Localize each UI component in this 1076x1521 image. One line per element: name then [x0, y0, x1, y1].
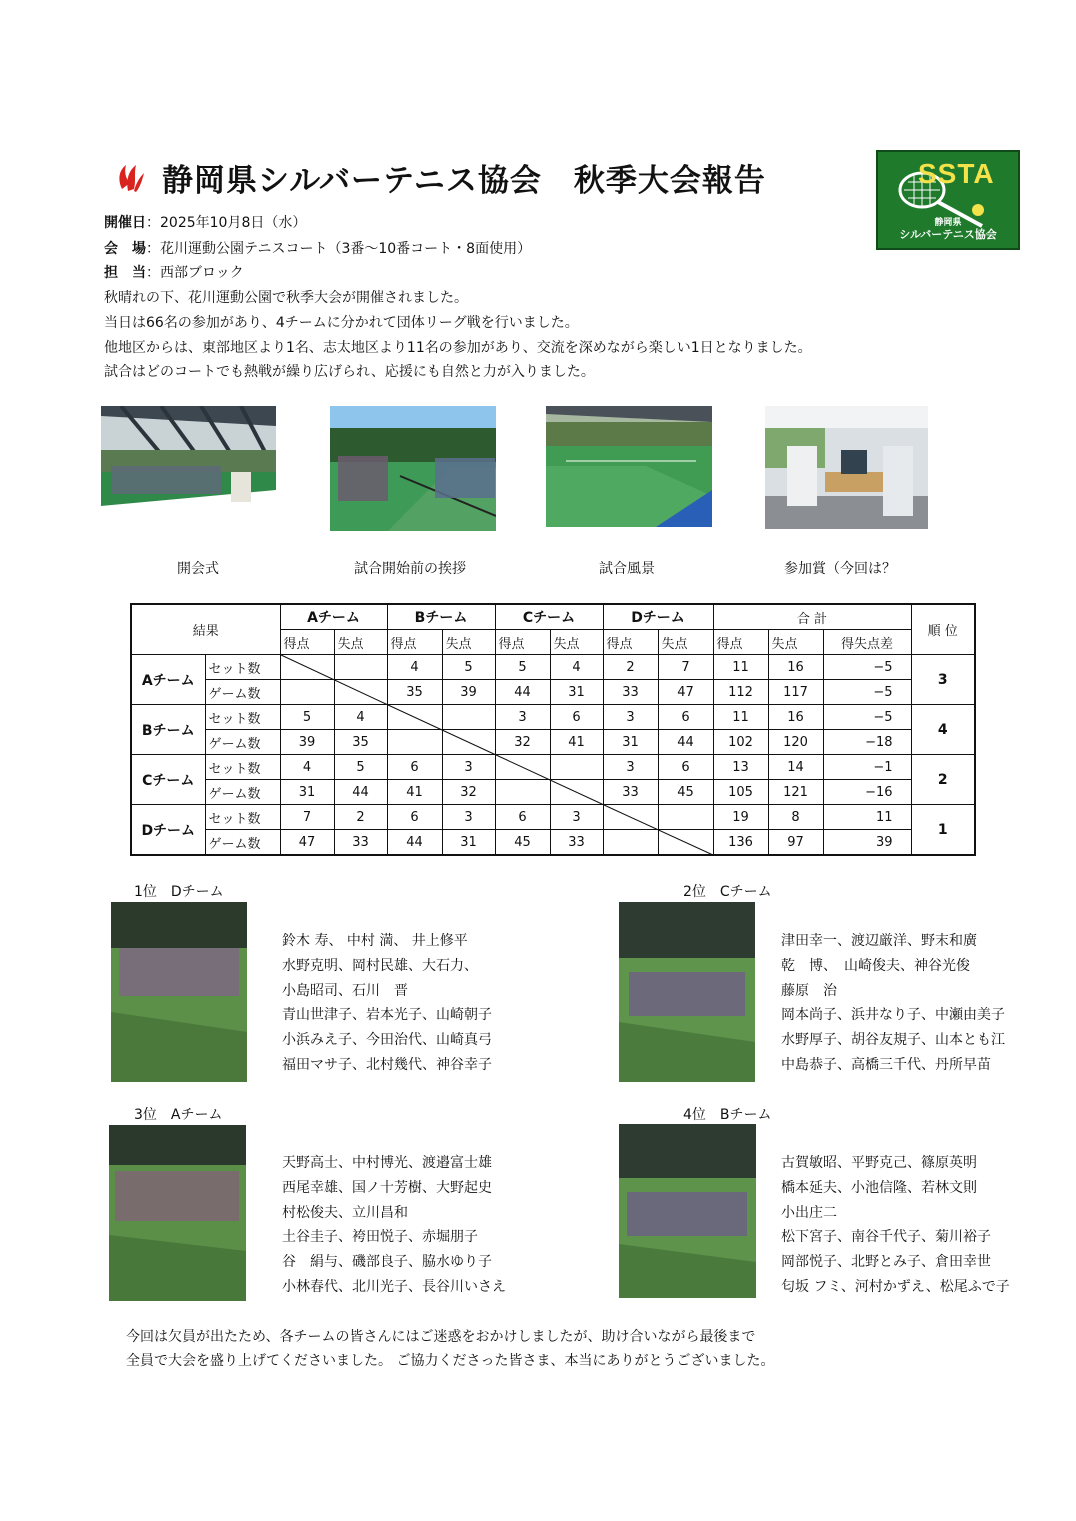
- table-corner: 結果: [131, 604, 280, 655]
- game-count-label: ゲーム数: [205, 780, 280, 805]
- column-team-a: Aチーム: [280, 604, 387, 630]
- info-venue: [104, 238, 531, 258]
- table-cell: 6: [495, 805, 550, 830]
- score-header: 得点: [603, 630, 658, 655]
- team-photo-2: [619, 902, 755, 1082]
- page-header: [112, 155, 766, 199]
- table-cell: 6: [658, 705, 713, 730]
- loss-header: 失点: [550, 630, 603, 655]
- member-line: 中島恭子、高橋三千代、丹所早苗: [781, 1056, 991, 1073]
- venue-label: 会 場: [104, 241, 146, 257]
- row-team-label: Dチーム: [131, 805, 205, 856]
- table-cell: [334, 655, 387, 680]
- photo-participation-prize: [765, 406, 928, 529]
- venue-value: ：花川運動公園テニスコート（3番～10番コート・8面使用）: [146, 241, 532, 257]
- table-cell: 44: [658, 730, 713, 755]
- table-row: [131, 755, 975, 780]
- intro-line: 他地区からは、東部地区より1名、志太地区より11名の参加があり、交流を深めながら楽しい1日となりました。: [104, 340, 812, 356]
- table-cell: 33: [603, 680, 658, 705]
- standing-title-3: 3位 Aチーム: [134, 1107, 223, 1123]
- member-line: 岡本尚子、浜井なり子、中瀬由美子: [781, 1007, 1005, 1024]
- member-line: 小出庄二: [781, 1204, 837, 1221]
- table-cell: 45: [658, 780, 713, 805]
- table-cell: 47: [280, 830, 334, 856]
- table-cell: 44: [387, 830, 442, 856]
- member-line: 水野厚子、胡谷友規子、山本とも江: [781, 1032, 1005, 1049]
- table-cell: 35: [387, 680, 442, 705]
- table-cell: 47: [658, 680, 713, 705]
- table-cell: 6: [658, 755, 713, 780]
- set-count-label: セット数: [205, 755, 280, 780]
- member-line: 藤原 治: [781, 982, 837, 999]
- loss-header: 失点: [334, 630, 387, 655]
- table-cell: [603, 805, 658, 830]
- team-photo-1: [111, 902, 247, 1082]
- member-list-4: [781, 1151, 1010, 1300]
- member-line: 西尾幸雄、国ノ十芳樹、大野起史: [282, 1179, 492, 1196]
- table-cell: 39: [823, 830, 911, 856]
- logo-line1: 静岡県: [934, 218, 962, 228]
- member-list-1: [282, 929, 492, 1078]
- table-cell: 44: [495, 680, 550, 705]
- table-cell: −5: [823, 655, 911, 680]
- table-cell: 33: [334, 830, 387, 856]
- team-photo-3: [109, 1125, 246, 1301]
- table-cell: 3: [603, 755, 658, 780]
- table-cell: 31: [442, 830, 495, 856]
- table-cell: 11: [713, 655, 768, 680]
- photo-caption: 試合風景: [599, 561, 655, 577]
- diff-header: 得失点差: [823, 630, 911, 655]
- score-header: 得点: [495, 630, 550, 655]
- row-team-label: Aチーム: [131, 655, 205, 705]
- table-row: [131, 830, 975, 856]
- member-line: 古賀敏昭、平野克己、篠原英明: [781, 1155, 977, 1171]
- table-cell: −5: [823, 705, 911, 730]
- table-cell: 33: [603, 780, 658, 805]
- table-cell: 44: [334, 780, 387, 805]
- staff-value: ：西部ブロック: [146, 265, 244, 281]
- member-line: 小林春代、北川光子、長谷川いさえ: [282, 1278, 506, 1295]
- table-cell: 3: [550, 805, 603, 830]
- table-cell: 2: [334, 805, 387, 830]
- member-line: 乾 博、 山崎俊夫、神谷光俊: [781, 957, 970, 974]
- table-cell: 5: [442, 655, 495, 680]
- member-line: 福田マサ子、北村幾代、神谷幸子: [282, 1056, 492, 1073]
- member-line: 土谷圭子、袴田悦子、赤堀朋子: [282, 1229, 478, 1246]
- member-line: 谷 絹与、磯部良子、脇水ゆり子: [282, 1254, 492, 1271]
- member-line: 青山世津子、岩本光子、山崎朝子: [282, 1007, 492, 1024]
- table-cell: [442, 705, 495, 730]
- rank-cell: 4: [911, 705, 975, 755]
- table-cell: 7: [658, 655, 713, 680]
- member-list-2: [781, 929, 1005, 1078]
- table-cell: 11: [823, 805, 911, 830]
- member-line: 村松俊夫、立川昌和: [282, 1204, 408, 1221]
- table-cell: 31: [603, 730, 658, 755]
- standing-title-2: 2位 Cチーム: [683, 884, 772, 900]
- column-team-b: Bチーム: [387, 604, 495, 630]
- table-cell: 112: [713, 680, 768, 705]
- table-cell: 120: [768, 730, 823, 755]
- table-cell: 35: [334, 730, 387, 755]
- table-cell: 41: [387, 780, 442, 805]
- table-cell: 4: [280, 755, 334, 780]
- table-cell: [280, 655, 334, 680]
- set-count-label: セット数: [205, 705, 280, 730]
- table-cell: 97: [768, 830, 823, 856]
- table-cell: 11: [713, 705, 768, 730]
- column-team-c: Cチーム: [495, 604, 603, 630]
- table-row: [131, 730, 975, 755]
- table-cell: 5: [280, 705, 334, 730]
- table-cell: 6: [550, 705, 603, 730]
- team-photo-4: [619, 1124, 756, 1298]
- table-cell: 31: [280, 780, 334, 805]
- score-header: 得点: [280, 630, 334, 655]
- member-line: 津田幸一、渡辺厳洋、野末和廣: [781, 933, 977, 949]
- table-cell: [387, 730, 442, 755]
- table-row: [131, 680, 975, 705]
- table-cell: 3: [603, 705, 658, 730]
- table-cell: [495, 780, 550, 805]
- table-cell: 4: [550, 655, 603, 680]
- table-cell: 5: [334, 755, 387, 780]
- table-cell: 41: [550, 730, 603, 755]
- table-cell: 31: [550, 680, 603, 705]
- table-row: [131, 705, 975, 730]
- table-cell: 33: [550, 830, 603, 856]
- table-cell: −18: [823, 730, 911, 755]
- photo-match-scene: [546, 406, 712, 527]
- table-cell: 3: [442, 755, 495, 780]
- table-cell: 8: [768, 805, 823, 830]
- table-row: [131, 805, 975, 830]
- set-count-label: セット数: [205, 655, 280, 680]
- intro-line: 試合はどのコートでも熱戦が繰り広げられ、応援にも自然と力が入りました。: [104, 364, 595, 380]
- closing-line: 全員で大会を盛り上げてくださいました。 ご協力くださった皆さま、本当にありがとうございました。: [126, 1353, 775, 1369]
- member-line: 小浜みえ子、今田治代、山崎真弓: [282, 1032, 492, 1049]
- table-cell: 105: [713, 780, 768, 805]
- table-cell: −1: [823, 755, 911, 780]
- intro-line: 秋晴れの下、花川運動公園で秋季大会が開催されました。: [104, 290, 468, 306]
- table-cell: 6: [387, 755, 442, 780]
- member-line: 匂坂 フミ、河村かずえ、松尾ふで子: [781, 1278, 1010, 1295]
- table-cell: 32: [442, 780, 495, 805]
- table-cell: [495, 755, 550, 780]
- member-list-3: [282, 1151, 506, 1300]
- column-total: 合 計: [713, 604, 911, 630]
- table-cell: 45: [495, 830, 550, 856]
- info-staff: [104, 262, 244, 282]
- flower-logo-icon: [112, 159, 148, 195]
- closing-line: 今回は欠員が出たため、各チームの皆さんにはご迷惑をおかけしましたが、助け合いながら最後まで: [126, 1329, 756, 1345]
- member-line: 天野高士、中村博光、渡邉富士雄: [282, 1155, 492, 1171]
- photo-greeting: [330, 406, 496, 531]
- table-cell: −5: [823, 680, 911, 705]
- table-cell: 13: [713, 755, 768, 780]
- standing-title-4: 4位 Bチーム: [683, 1107, 772, 1123]
- column-rank: 順 位: [911, 604, 975, 655]
- row-team-label: Bチーム: [131, 705, 205, 755]
- member-line: 松下宮子、南谷千代子、菊川裕子: [781, 1229, 991, 1246]
- set-count-label: セット数: [205, 805, 280, 830]
- photo-opening-ceremony: [101, 406, 276, 532]
- table-cell: [658, 805, 713, 830]
- table-cell: 6: [387, 805, 442, 830]
- table-cell: 4: [334, 705, 387, 730]
- results-body: [131, 655, 975, 856]
- table-cell: 39: [442, 680, 495, 705]
- score-header: 得点: [713, 630, 768, 655]
- column-team-d: Dチーム: [603, 604, 713, 630]
- game-count-label: ゲーム数: [205, 680, 280, 705]
- results-table: [130, 603, 976, 856]
- member-line: 岡部悦子、北野とみ子、倉田幸世: [781, 1254, 991, 1271]
- photo-caption: 開会式: [177, 561, 219, 577]
- loss-header: 失点: [768, 630, 823, 655]
- table-cell: 4: [387, 655, 442, 680]
- row-team-label: Cチーム: [131, 755, 205, 805]
- loss-header: 失点: [658, 630, 713, 655]
- table-cell: 16: [768, 705, 823, 730]
- table-cell: −16: [823, 780, 911, 805]
- table-cell: 2: [603, 655, 658, 680]
- intro-line: 当日は66名の参加があり、4チームに分かれて団体リーグ戦を行いました。: [104, 315, 579, 331]
- table-cell: [550, 755, 603, 780]
- member-line: 橋本延夫、小池信隆、若林文則: [781, 1179, 977, 1196]
- date-value: ：2025年10月8日（水）: [146, 215, 307, 231]
- ssta-logo: [876, 150, 1020, 250]
- table-cell: 117: [768, 680, 823, 705]
- table-cell: 14: [768, 755, 823, 780]
- info-date: [104, 212, 306, 232]
- rank-cell: 3: [911, 655, 975, 705]
- table-cell: [334, 680, 387, 705]
- photo-caption: 試合開始前の挨拶: [354, 561, 466, 577]
- standing-title-1: 1位 Dチーム: [134, 884, 224, 900]
- score-header: 得点: [387, 630, 442, 655]
- table-cell: [387, 705, 442, 730]
- date-label: 開催日: [104, 215, 146, 231]
- logo-line2: シルバーテニス協会: [899, 228, 997, 241]
- table-cell: 7: [280, 805, 334, 830]
- table-cell: [603, 830, 658, 856]
- table-cell: [550, 780, 603, 805]
- table-row: [131, 655, 975, 680]
- member-line: 水野克明、岡村民雄、大石力、: [282, 957, 478, 974]
- staff-label: 担 当: [104, 265, 146, 281]
- rank-cell: 2: [911, 755, 975, 805]
- table-cell: 16: [768, 655, 823, 680]
- loss-header: 失点: [442, 630, 495, 655]
- table-cell: 121: [768, 780, 823, 805]
- table-cell: 3: [442, 805, 495, 830]
- table-cell: 5: [495, 655, 550, 680]
- member-line: 鈴木 寿、 中村 満、 井上修平: [282, 933, 468, 949]
- table-cell: 32: [495, 730, 550, 755]
- logo-letters: SSTA: [918, 158, 995, 189]
- game-count-label: ゲーム数: [205, 730, 280, 755]
- table-cell: 19: [713, 805, 768, 830]
- table-cell: 136: [713, 830, 768, 856]
- table-row: [131, 780, 975, 805]
- table-cell: [442, 730, 495, 755]
- table-cell: 102: [713, 730, 768, 755]
- table-cell: [658, 830, 713, 856]
- table-cell: 3: [495, 705, 550, 730]
- page-title: 静岡県シルバーテニス協会 秋季大会報告: [162, 162, 766, 199]
- rank-cell: 1: [911, 805, 975, 856]
- table-cell: [280, 680, 334, 705]
- photo-caption: 参加賞（今回は？: [784, 561, 896, 577]
- member-line: 小島昭司、石川 晋: [282, 982, 408, 999]
- table-cell: 39: [280, 730, 334, 755]
- game-count-label: ゲーム数: [205, 830, 280, 856]
